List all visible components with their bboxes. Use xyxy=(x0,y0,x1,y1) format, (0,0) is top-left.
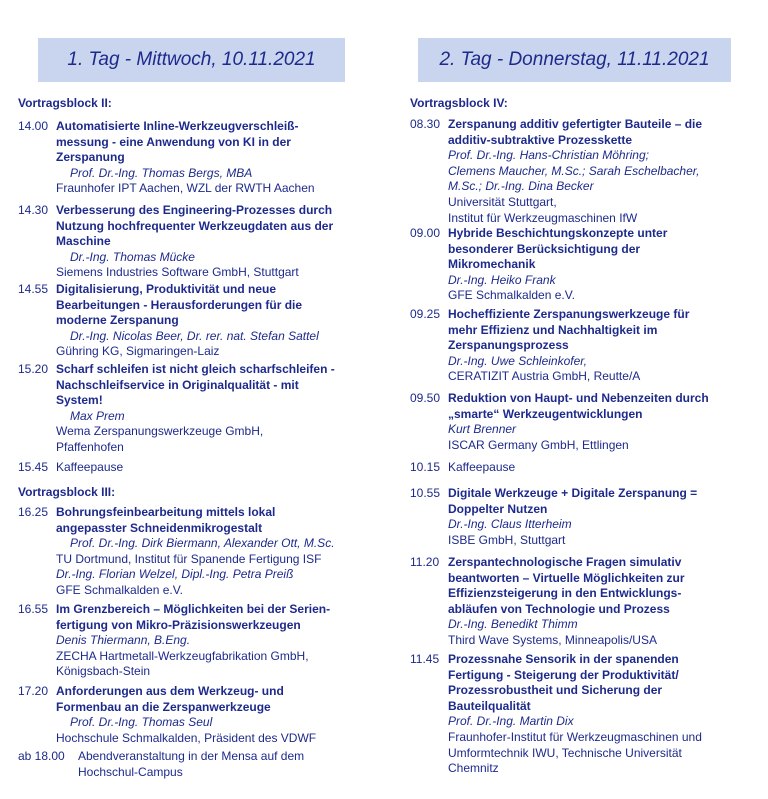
talk-time: 14.30 xyxy=(18,203,49,217)
talk-title: Hybride Beschichtungskonzepte unter besonderer Berücksichtigung der Mikromechanik xyxy=(448,226,668,272)
talk-speaker: Kurt Brenner xyxy=(448,422,517,437)
talk-time: 14.55 xyxy=(18,282,49,296)
talk-speaker: Prof. Dr.-Ing. Thomas Seul xyxy=(70,715,213,730)
talk-affiliation: Third Wave Systems, Minneapolis/USA xyxy=(448,632,657,647)
talk-speaker: Denis Thiermann, B.Eng. xyxy=(56,633,191,648)
talk-affiliation: CERATIZIT Austria GmbH, Reutte/A xyxy=(448,369,641,384)
talk-affiliation: Hochschule Schmalkalden, Präsident des VDWF xyxy=(56,730,317,745)
talk-time: 10.55 xyxy=(410,486,441,500)
talk-speaker: Dr.-Ing. Claus Itterheim xyxy=(448,517,572,532)
talk-title: Hocheffiziente Zerspanungswerkzeuge für mehr Effizienz und Nachhaltigkeit im Zerspanungsprozess xyxy=(448,307,690,353)
day1-header: 1. Tag - Mittwoch, 10.11.2021 xyxy=(38,38,345,82)
talk-affiliation: ISBE GmbH, Stuttgart xyxy=(448,532,566,547)
talk-speaker: Dr.-Ing. Thomas Mücke xyxy=(70,249,195,264)
break-label: Kaffeepause xyxy=(56,460,124,474)
talk-affiliation: Fraunhofer-Institut für Werkzeugmaschinen und Umformtechnik IWU, Technische Universität Chemnitz xyxy=(448,729,702,776)
block3-label: Vortragsblock III: xyxy=(18,485,116,499)
talk-time: 08.30 xyxy=(410,117,441,131)
talk-speaker: Prof. Dr.-Ing. Dirk Biermann, Alexander Ott, M.Sc. xyxy=(70,536,335,551)
event-label: Abendveranstaltung in der Mensa auf dem Hochschul-Campus xyxy=(78,749,305,779)
talk-title: Digitale Werkzeuge + Digitale Zerspanung = Doppelter Nutzen xyxy=(448,486,698,516)
talk-title: Zerspantechnologische Fragen simulativ beantworten – Virtuelle Möglichkeiten zur Effizienzsteigerung in den Entwicklungs- abläufen von Technologie und Prozess xyxy=(448,555,685,616)
talk-speaker: Prof. Dr.-Ing. Thomas Bergs, MBA xyxy=(70,165,253,180)
talk-affiliation: Gühring KG, Sigmaringen-Laiz xyxy=(56,344,220,359)
talk-time: 14.00 xyxy=(18,119,49,133)
talk-affiliation: ZECHA Hartmetall-Werkzeugfabrikation GmbH, Königsbach-Stein xyxy=(56,648,309,679)
block4-label: Vortragsblock IV: xyxy=(410,96,508,110)
talk-time: 09.00 xyxy=(410,226,441,240)
talk-affiliation: Fraunhofer IPT Aachen, WZL der RWTH Aachen xyxy=(56,181,315,196)
talk-title: Digitalisierung, Produktivität und neue Bearbeitungen - Herausforderungen für die moderne Zerspanung xyxy=(56,282,303,328)
break-time: 15.45 xyxy=(18,460,49,474)
talk-speaker: Dr.-Ing. Nicolas Beer, Dr. rer. nat. Stefan Sattel xyxy=(70,328,319,343)
talk-title: Anforderungen aus dem Werkzeug- und Formenbau an die Zerspanwerkzeuge xyxy=(56,684,284,714)
talk-affiliation-2: GFE Schmalkalden e.V. xyxy=(56,582,183,597)
talk-title: Zerspanung additiv gefertigter Bauteile – die additiv-subtraktive Prozesskette xyxy=(448,117,703,147)
talk-speaker: Prof. Dr.-Ing. Hans-Christian Möhring; Clemens Maucher, M.Sc.; Sarah Eschelbacher, M.Sc.; Dr.-Ing. Dina Becker xyxy=(448,148,700,194)
talk-time: 16.55 xyxy=(18,602,49,616)
talk-affiliation: Wema Zerspanungswerkzeuge GmbH, Pfaffenhofen xyxy=(56,424,264,454)
talk-time: 17.20 xyxy=(18,684,49,698)
event-time: ab 18.00 xyxy=(18,749,65,763)
break-time: 10.15 xyxy=(410,460,441,474)
talk-affiliation: Universität Stuttgart, Institut für Werkzeugmaschinen IfW xyxy=(448,194,638,225)
talk-affiliation: GFE Schmalkalden e.V. xyxy=(448,288,575,303)
talk-time: 16.25 xyxy=(18,505,49,519)
talk-title: Bohrungsfeinbearbeitung mittels lokal angepasster Schneidenmikrogestalt xyxy=(56,505,276,535)
talk-time: 11.45 xyxy=(410,652,440,666)
talk-title: Scharf schleifen ist nicht gleich scharfschleifen - Nachschleifservice in Originalqualität - mit System! xyxy=(56,362,335,408)
block2-label: Vortragsblock II: xyxy=(18,96,112,110)
talk-affiliation: TU Dortmund, Institut für Spanende Fertigung ISF xyxy=(56,551,322,566)
talk-time: 09.25 xyxy=(410,307,441,321)
talk-title: Verbesserung des Engineering-Prozesses durch Nutzung hochfrequenter Werkzeugdaten aus der Maschine xyxy=(56,203,334,249)
talk-affiliation: ISCAR Germany GmbH, Ettlingen xyxy=(448,437,629,452)
talk-title: Im Grenzbereich – Möglichkeiten bei der Serien- fertigung von Mikro-Präzisionswerkzeugen xyxy=(56,602,331,632)
talk-title: Prozessnahe Sensorik in der spanenden Fertigung - Steigerung der Produktivität/ Prozessrobustheit und Sicherung der Bauteilqualität xyxy=(448,652,679,713)
talk-title: Reduktion von Haupt- und Nebenzeiten durch „smarte“ Werkzeugentwicklungen xyxy=(448,391,709,421)
talk-speaker-2: Dr.-Ing. Florian Welzel, Dipl.-Ing. Petra Preiß xyxy=(56,567,294,582)
talk-speaker: Dr.-Ing. Benedikt Thimm xyxy=(448,617,578,632)
talk-speaker: Prof. Dr.-Ing. Martin Dix xyxy=(448,714,574,729)
talk-speaker: Max Prem xyxy=(70,408,125,423)
talk-speaker: Dr.-Ing. Uwe Schleinkofer, xyxy=(448,353,587,368)
talk-time: 15.20 xyxy=(18,362,49,376)
talk-time: 11.20 xyxy=(410,555,440,569)
talk-affiliation: Siemens Industries Software GmbH, Stuttgart xyxy=(56,265,299,280)
day2-header: 2. Tag - Donnerstag, 11.11.2021 xyxy=(418,38,731,82)
talk-time: 09.50 xyxy=(410,391,441,405)
talk-title: Automatisierte Inline-Werkzeugverschleiß- messung - eine Anwendung von KI in der Zerspanung xyxy=(56,119,299,165)
break-label: Kaffeepause xyxy=(448,460,516,474)
talk-speaker: Dr.-Ing. Heiko Frank xyxy=(448,272,556,287)
